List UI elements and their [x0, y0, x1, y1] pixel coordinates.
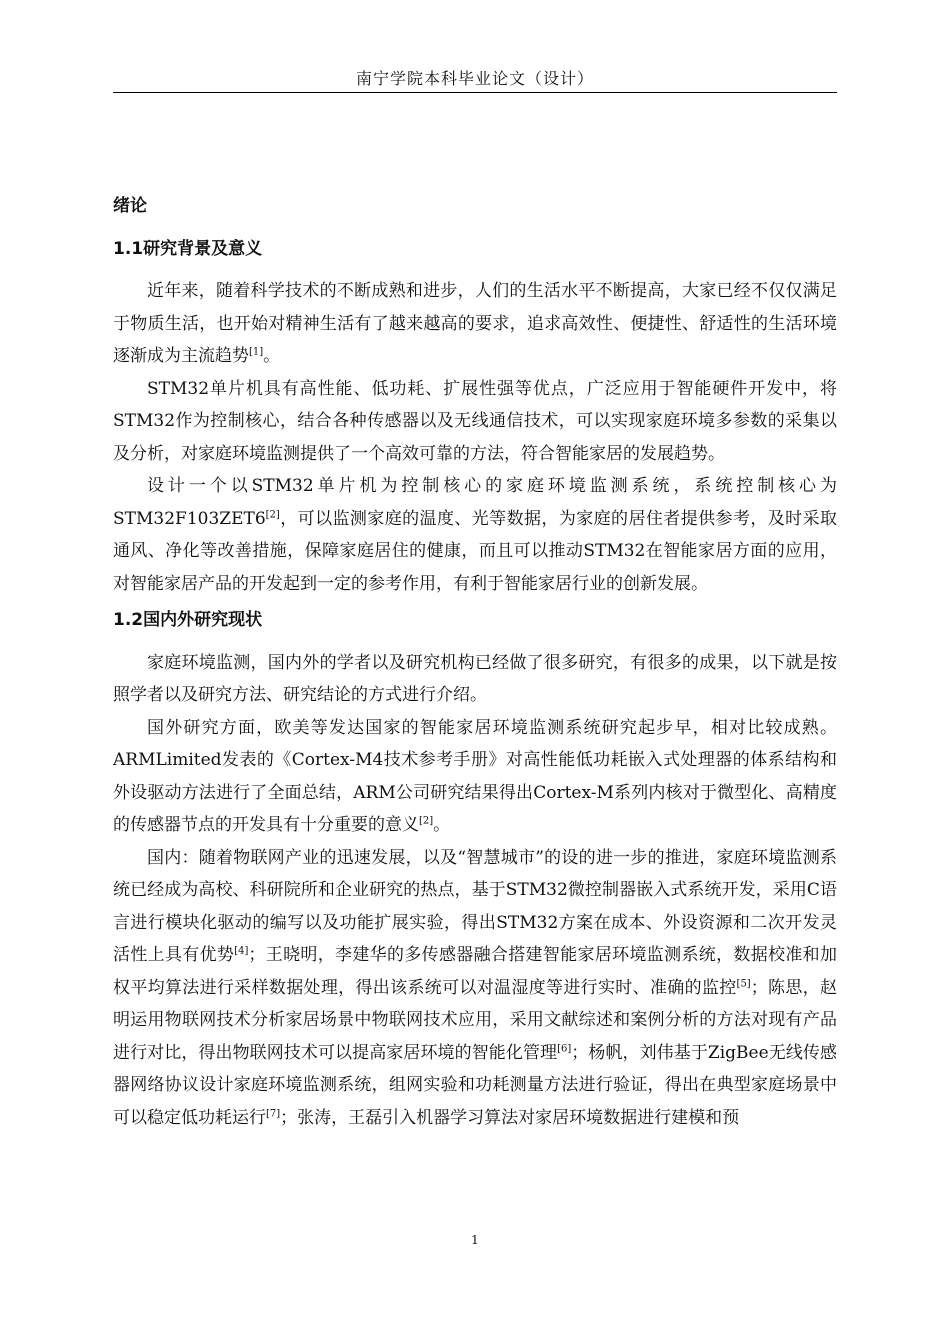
page-number: 1	[471, 1233, 479, 1247]
chapter-title: 绪论	[113, 196, 147, 216]
paragraph: STM32单片机具有高性能、低功耗、扩展性强等优点，广泛应用于智能硬件开发中，将STM32作为控制核心，结合各种传感器以及无线通信技术，可以实现家庭环境多参数的采集以及分析，对家庭环境监测提供了一个高效可靠的方法，符合智能家居的发展趋势。	[113, 378, 837, 464]
section-heading: 1.1研究背景及意义	[113, 238, 263, 259]
paragraph: 近年来，随着科学技术的不断成熟和进步，人们的生活水平不断提高，大家已经不仅仅满足于物质生活，也开始对精神生活有了越来越高的要求，追求高效性、便捷性、舒适性的生活环境逐渐成为主流趋势[1]。	[113, 281, 837, 366]
paragraph: 国外研究方面，欧美等发达国家的智能家居环境监测系统研究起步早，相对比较成熟。ARMLimited发表的《Cortex-M4技术参考手册》对高性能低功耗嵌入式处理器的体系结构和外设驱动方法进行了全面总结，ARM公司研究结果得出Cortex-M系列内核对于微型化、高精度的传感器节点的开发具有十分重要的意义[2]。	[113, 717, 837, 835]
citation: [1]	[249, 346, 264, 358]
citation: [6]	[557, 1042, 572, 1054]
paragraph: 设计一个以STM32单片机为控制核心的家庭环境监测系统，系统控制核心为STM32F103ZET6[2]，可以监测家庭的温度、光等数据，为家庭的居住者提供参考，及时采取通风、净化等改善措施，保障家庭居住的健康，而且可以推动STM32在智能家居方面的应用，对智能家居产品的开发起到一定的参考作用，有利于智能家居行业的创新发展。	[113, 476, 837, 594]
paragraph: 国内：随着物联网产业的迅速发展，以及“智慧城市”的设的进一步的推进，家庭环境监测系统已经成为高校、科研院所和企业研究的热点，基于STM32微控制器嵌入式系统开发，采用C语言进行模块化驱动的编写以及功能扩展实验，得出STM32方案在成本、外设资源和二次开发灵活性上具有优势[4]；王晓明，李建华的多传感器融合搭建智能家居环境监测系统，数据校准和加权平均算法进行采样数据处理，得出该系统可以对温湿度等进行实时、准确的监控[5]；陈思，赵明运用物联网技术分析家居场景中物联网技术应用，采用文献综述和案例分析的方法对现有产品进行对比，得出物联网技术可以提高家居环境的智能化管理[6]；杨帆，刘伟基于ZigBee无线传感器网络协议设计家庭环境监测系统，组网实验和功耗测量方法进行验证，得出在典型家庭场景中可以稳定低功耗运行[7]；张涛，王磊引入机器学习算法对家居环境数据进行建模和预	[113, 847, 838, 1128]
citation: [7]	[266, 1107, 281, 1119]
document-body	[113, 190, 837, 1134]
citation: [2]	[419, 815, 434, 827]
running-header: 南宁学院本科毕业论文（设计）	[355, 69, 594, 88]
citation: [2]	[265, 508, 280, 520]
citation: [5]	[736, 977, 751, 989]
section-heading: 1.2国内外研究现状	[113, 610, 263, 630]
paragraph: 家庭环境监测，国内外的学者以及研究机构已经做了很多研究，有很多的成果，以下就是按照学者以及研究方法、研究结论的方式进行介绍。	[113, 652, 837, 705]
citation: [4]	[234, 945, 249, 957]
header-rule	[113, 92, 837, 93]
